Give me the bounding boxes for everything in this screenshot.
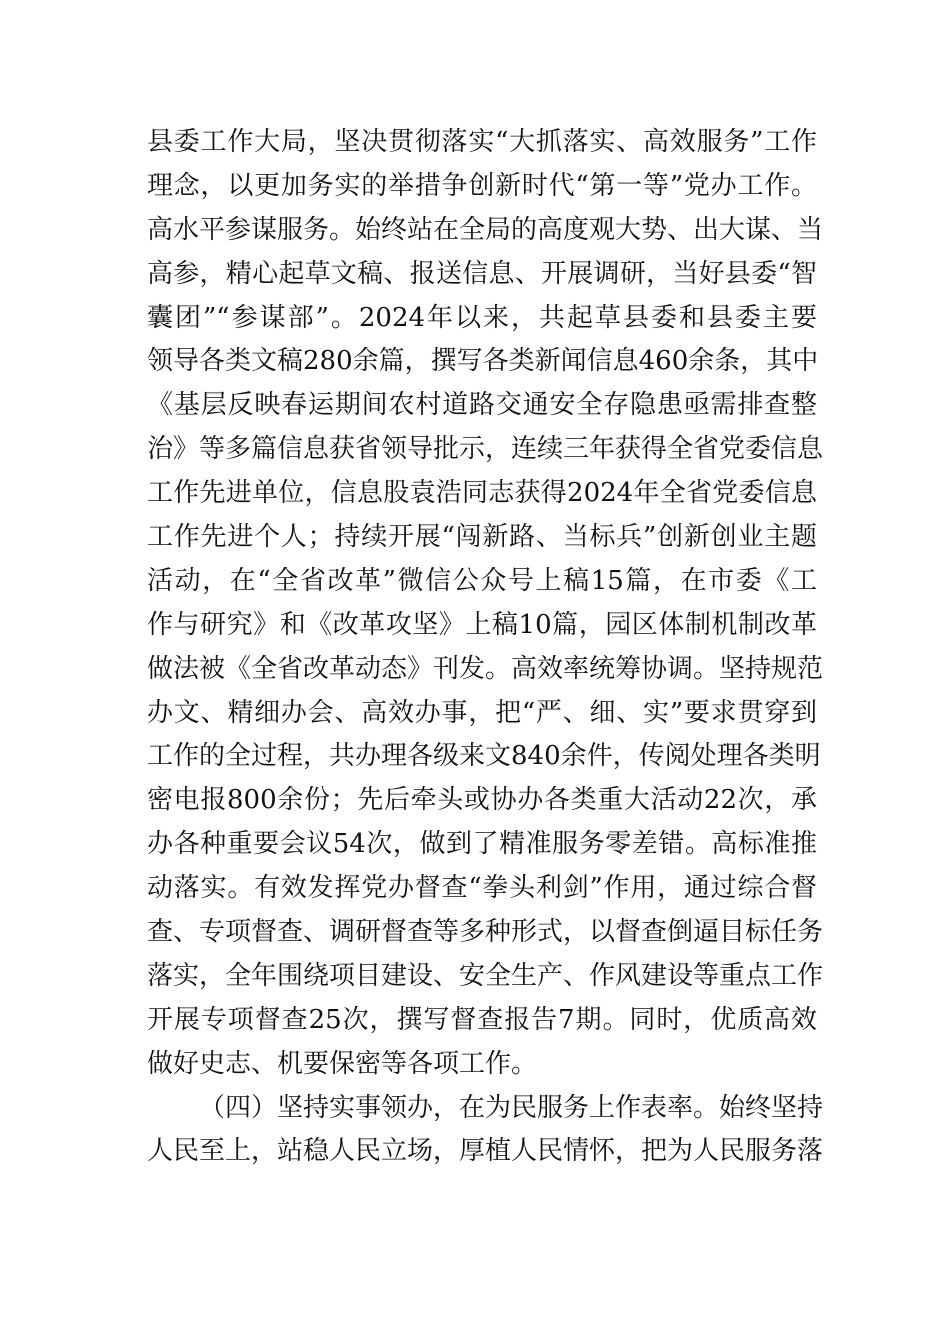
text-line: 高参，精心起草文稿、报送信息、开展调研，当好县委“智 [147, 258, 817, 289]
section-heading-line: （四）坚持实事领办，在为民服务上作表率。始终坚持 [199, 1092, 824, 1123]
text-line: 理念，以更加务实的举措争创新时代“第一等”党办工作。 [147, 170, 817, 201]
text-line: 办各种重要会议54次，做到了精准服务零差错。高标准推 [147, 829, 817, 860]
text-line: 动落实。有效发挥党办督查“拳头利剑”作用，通过综合督 [147, 873, 817, 904]
text-line: 开展专项督查25次，撰写督查报告7期。同时，优质高效 [147, 1004, 817, 1035]
text-line: 密电报800余份；先后牵头或协办各类重大活动22次，承 [147, 785, 817, 816]
text-line: 查、专项督查、调研督查等多种形式，以督查倒逼目标任务 [147, 917, 824, 948]
text-line: 工作先进个人；持续开展“闯新路、当标兵”创新创业主题 [147, 522, 817, 553]
text-line: 县委工作大局，坚决贯彻落实“大抓落实、高效服务”工作 [147, 127, 817, 157]
text-line: 做法被《全省改革动态》刊发。高效率统筹协调。坚持规范 [147, 653, 824, 684]
text-line: 办文、精细办会、高效办事，把“严、细、实”要求贯穿到 [147, 697, 817, 728]
text-line: 作与研究》和《改革攻坚》上稿10篇，园区体制机制改革 [147, 609, 817, 640]
text-line: 治》等多篇信息获省领导批示，连续三年获得全省党委信息 [147, 434, 824, 465]
text-line: 领导各类文稿280余篇，撰写各类新闻信息460余条，其中 [147, 346, 819, 377]
text-line: 《基层反映春运期间农村道路交通安全存隐患亟需排查整 [147, 390, 817, 421]
text-line: 人民至上，站稳人民立场，厚植人民情怀，把为人民服务落 [147, 1136, 824, 1167]
text-line: 工作的全过程，共办理各级来文840余件，传阅处理各类明 [147, 741, 821, 772]
text-line: 做好史志、机要保密等各项工作。 [147, 1048, 538, 1079]
text-line: 工作先进单位，信息股袁浩同志获得2024年全省党委信息 [147, 478, 817, 509]
text-line: 囊团”“参谋部”。2024年以来，共起草县委和县委主要 [147, 302, 817, 333]
text-line: 高水平参谋服务。始终站在全局的高度观大势、出大谋、当 [147, 214, 824, 245]
text-line: 落实，全年围绕项目建设、安全生产、作风建设等重点工作 [147, 960, 824, 991]
body-text [147, 121, 824, 1174]
text-line: 活动，在“全省改革”微信公众号上稿15篇，在市委《工 [147, 565, 817, 596]
